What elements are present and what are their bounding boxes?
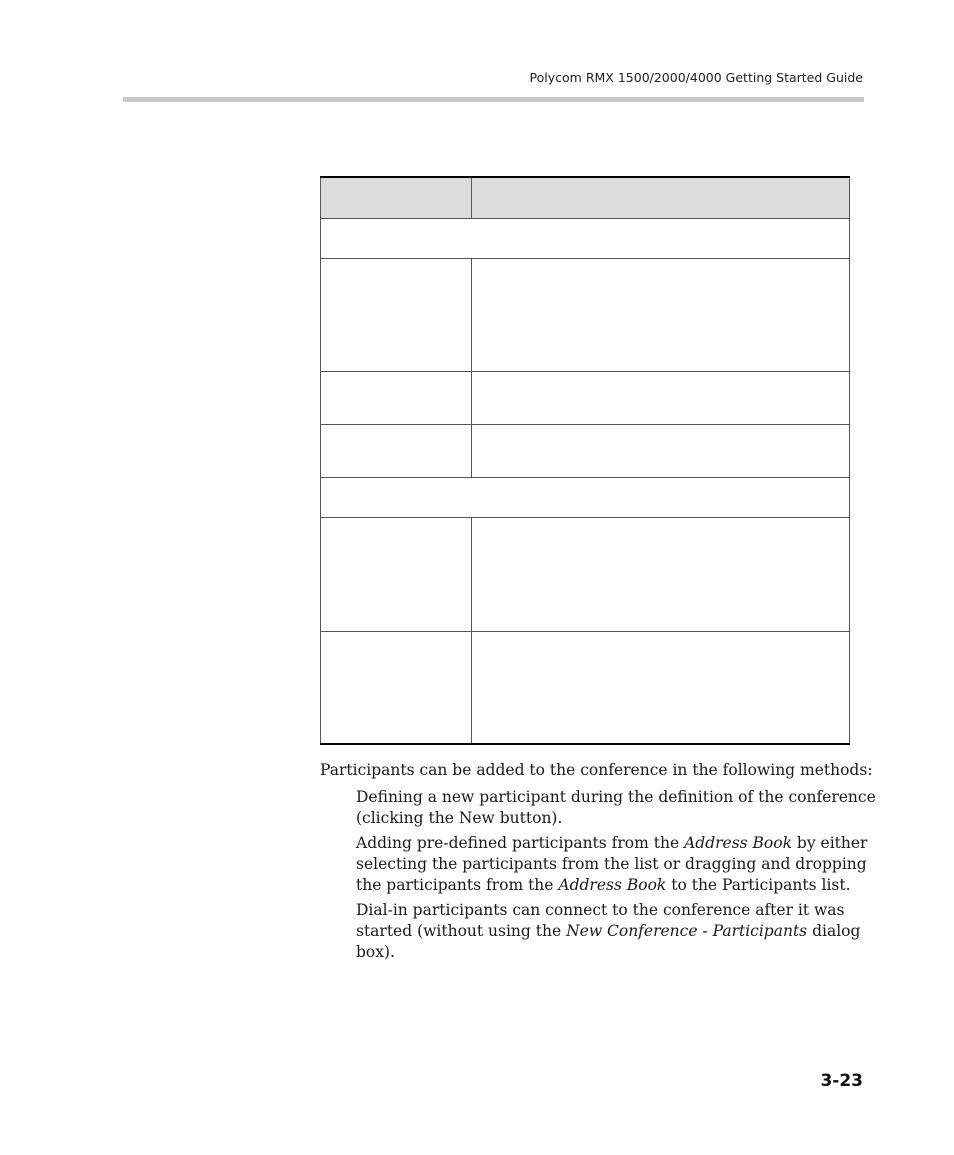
- table-section-cell: [321, 219, 850, 259]
- table-section-cell: [321, 478, 850, 518]
- table-cell: [321, 632, 472, 744]
- list-item-text: by either selecting the participants from the list or dragging and dropping the participants from the: [356, 834, 868, 894]
- dialog-name-term: New Conference - Participants: [566, 922, 808, 940]
- table-header-cell: [321, 177, 472, 219]
- table-cell: [321, 259, 472, 372]
- table-row: [321, 259, 850, 372]
- list-item-text: dialog box).: [356, 922, 861, 961]
- list-item-text: Dial-in participants can connect to the conference after it was started (without using the: [356, 901, 845, 940]
- table-cell: [321, 372, 472, 425]
- running-header: Polycom RMX 1500/2000/4000 Getting Started Guide: [529, 70, 863, 85]
- table-cell: [472, 632, 850, 744]
- list-item: [356, 787, 880, 829]
- body-text: [320, 760, 880, 967]
- table-cell: [472, 425, 850, 478]
- table-row: [321, 425, 850, 478]
- table-section-row: [321, 478, 850, 518]
- table-cell: [472, 518, 850, 632]
- table-cell: [321, 518, 472, 632]
- table-section-row: [321, 219, 850, 259]
- table-row: [321, 518, 850, 632]
- header-rule: [123, 97, 864, 102]
- table-cell: [472, 259, 850, 372]
- list-item: [356, 833, 880, 896]
- table-cell: [321, 425, 472, 478]
- methods-list: [356, 787, 880, 963]
- list-item-text: Defining a new participant during the definition of the conference (clicking the New button).: [356, 788, 876, 827]
- list-item-text: Adding pre-defined participants from the: [356, 834, 685, 852]
- page-number: 3-23: [820, 1071, 863, 1091]
- list-item-text: to the Participants list.: [666, 876, 851, 894]
- table-row: [321, 632, 850, 744]
- table-header-cell: [472, 177, 850, 219]
- address-book-term: Address Book: [558, 876, 667, 894]
- parameter-table: [320, 176, 850, 745]
- intro-paragraph: Participants can be added to the conference in the following methods:: [320, 761, 873, 779]
- list-item: [356, 900, 880, 963]
- table-row: [321, 372, 850, 425]
- address-book-term: Address Book: [684, 834, 792, 852]
- table-header-row: [321, 177, 850, 219]
- table-cell: [472, 372, 850, 425]
